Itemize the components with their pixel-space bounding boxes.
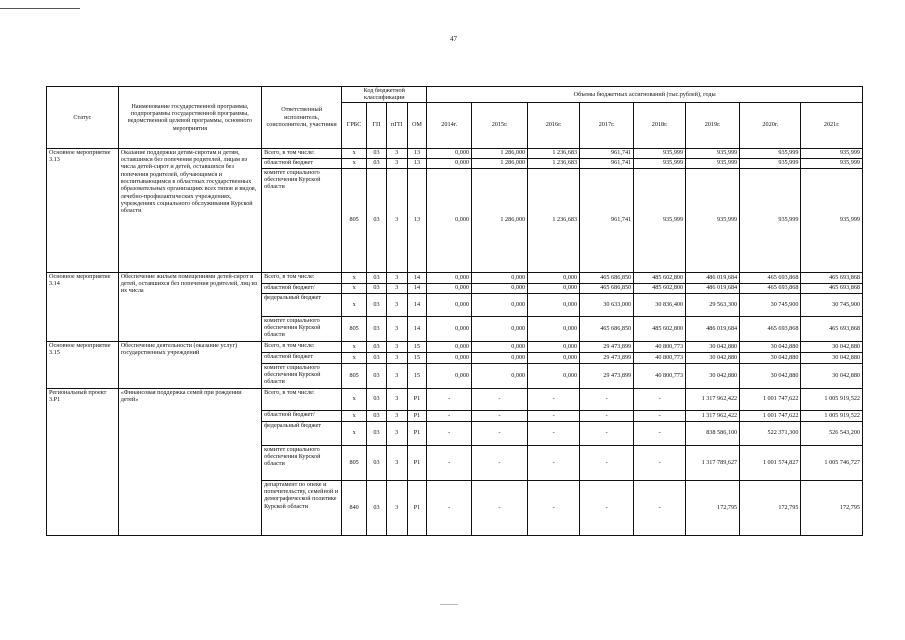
responsible-cell: федеральный бюджет	[262, 421, 342, 445]
value-cell: 30 042,880	[801, 363, 863, 388]
responsible-cell: областной бюджет	[262, 158, 342, 168]
pgp-cell: 3	[386, 445, 407, 480]
value-cell: 961,741	[580, 168, 634, 272]
responsible-cell: областной бюджет/	[262, 283, 342, 293]
value-cell: 29 473,899	[580, 352, 634, 363]
value-cell: 485 602,800	[634, 316, 686, 341]
value-cell: -	[528, 445, 580, 480]
om-cell: 14	[407, 283, 427, 293]
gp-cell: 03	[367, 421, 387, 445]
header-year: 2017г.	[580, 102, 634, 148]
grbs-cell: x	[342, 388, 367, 410]
value-cell: -	[580, 410, 634, 421]
value-cell: 838 586,100	[686, 421, 740, 445]
value-cell: 465 693,868	[801, 283, 863, 293]
header-grbs: ГРБС	[342, 102, 367, 148]
om-cell: 15	[407, 363, 427, 388]
value-cell: 1 317 789,627	[686, 445, 740, 480]
gp-cell: 03	[367, 316, 387, 341]
value-cell: -	[634, 410, 686, 421]
table-header	[47, 87, 863, 149]
value-cell: 172,795	[686, 480, 740, 535]
header-year: 2016г.	[528, 102, 580, 148]
responsible-cell: Всего, в том числе:	[262, 388, 342, 410]
responsible-cell: комитет социального обеспечения Курской области	[262, 316, 342, 341]
om-cell: 14	[407, 316, 427, 341]
value-cell: -	[427, 445, 472, 480]
value-cell: 30 042,880	[686, 341, 740, 352]
value-cell: 30 042,880	[686, 352, 740, 363]
value-cell: -	[427, 480, 472, 535]
gp-cell: 03	[367, 168, 387, 272]
value-cell: 29 563,300	[686, 293, 740, 316]
grbs-cell: 840	[342, 480, 367, 535]
value-cell: -	[528, 421, 580, 445]
gp-cell: 03	[367, 283, 387, 293]
value-cell: 0,000	[427, 293, 472, 316]
value-cell: 1 236,683	[528, 168, 580, 272]
value-cell: 935,999	[801, 148, 863, 158]
budget-table	[46, 86, 863, 536]
value-cell: 40 800,773	[634, 363, 686, 388]
value-cell: 0,000	[427, 316, 472, 341]
pgp-cell: 3	[386, 363, 407, 388]
status-cell: Основное мероприятие 3.15	[47, 341, 119, 388]
pgp-cell: 3	[386, 410, 407, 421]
status-cell: Основное мероприятие 3.14	[47, 272, 119, 341]
value-cell: 30 633,000	[580, 293, 634, 316]
pgp-cell: 3	[386, 168, 407, 272]
value-cell: -	[580, 445, 634, 480]
responsible-cell: областной бюджет/	[262, 410, 342, 421]
om-cell: 13	[407, 148, 427, 158]
value-cell: 1 236,683	[528, 158, 580, 168]
value-cell: 935,999	[686, 158, 740, 168]
value-cell: 465 693,868	[740, 272, 801, 283]
pgp-cell: 3	[386, 148, 407, 158]
header-budget-code: Код бюджетной классификации	[342, 87, 427, 103]
gp-cell: 03	[367, 445, 387, 480]
value-cell: 1 317 962,422	[686, 388, 740, 410]
responsible-cell: федеральный бюджет	[262, 293, 342, 316]
pgp-cell: 3	[386, 480, 407, 535]
table-body	[47, 148, 863, 535]
grbs-cell: 805	[342, 316, 367, 341]
value-cell: 1 317 962,422	[686, 410, 740, 421]
value-cell: 935,999	[740, 148, 801, 158]
grbs-cell: x	[342, 352, 367, 363]
om-cell: 13	[407, 168, 427, 272]
value-cell: 30 042,880	[801, 352, 863, 363]
grbs-cell: x	[342, 158, 367, 168]
value-cell: 30 042,880	[740, 363, 801, 388]
table-row	[47, 272, 863, 283]
value-cell: 0,000	[472, 363, 528, 388]
value-cell: 0,000	[472, 293, 528, 316]
pgp-cell: 3	[386, 421, 407, 445]
value-cell: 0,000	[427, 168, 472, 272]
program-name-cell: Оказание поддержки детям-сиротам и детям, оставшимся без попечения родителей, лицам из числа детей-сирот и детей, оставшихся без попечения родителей, обучающимся и воспитывающимся в областных государственных образовательных организациях всех типов и видов, лечебно-профилактических учреждениях, учреждениях социального обслуживания Курской области	[118, 148, 261, 272]
value-cell: 935,999	[740, 168, 801, 272]
grbs-cell: x	[342, 148, 367, 158]
value-cell: 30 042,880	[801, 341, 863, 352]
value-cell: -	[472, 421, 528, 445]
value-cell: 1 286,000	[472, 158, 528, 168]
pgp-cell: 3	[386, 341, 407, 352]
pgp-cell: 3	[386, 293, 407, 316]
value-cell: 0,000	[427, 363, 472, 388]
value-cell: -	[427, 388, 472, 410]
value-cell: -	[634, 421, 686, 445]
value-cell: 172,795	[801, 480, 863, 535]
value-cell: -	[427, 421, 472, 445]
value-cell: -	[634, 388, 686, 410]
value-cell: 1 005 919,522	[801, 388, 863, 410]
scan-mark	[440, 604, 458, 605]
value-cell: 935,999	[801, 158, 863, 168]
grbs-cell: 805	[342, 363, 367, 388]
grbs-cell: 805	[342, 168, 367, 272]
value-cell: 1 001 574,827	[740, 445, 801, 480]
value-cell: 485 602,800	[634, 272, 686, 283]
value-cell: -	[528, 480, 580, 535]
grbs-cell: x	[342, 341, 367, 352]
program-name-cell: Обеспечение деятельности (оказание услуг) государственных учреждений	[118, 341, 261, 388]
value-cell: 0,000	[427, 341, 472, 352]
value-cell: 465 693,868	[740, 316, 801, 341]
gp-cell: 03	[367, 158, 387, 168]
header-responsible: Ответственный исполнитель, соисполнители, участники	[262, 87, 342, 149]
value-cell: -	[528, 388, 580, 410]
table-row	[47, 341, 863, 352]
value-cell: 935,999	[801, 168, 863, 272]
value-cell: -	[634, 480, 686, 535]
header-year: 2015г.	[472, 102, 528, 148]
om-cell: P1	[407, 445, 427, 480]
table-row	[47, 388, 863, 410]
value-cell: 29 473,899	[580, 363, 634, 388]
gp-cell: 03	[367, 341, 387, 352]
value-cell: 1 001 747,622	[740, 410, 801, 421]
header-volumes: Объемы бюджетных ассигнований (тыс.рублей), годы	[427, 87, 863, 103]
grbs-cell: x	[342, 421, 367, 445]
gp-cell: 03	[367, 148, 387, 158]
value-cell: -	[528, 410, 580, 421]
value-cell: 522 371,300	[740, 421, 801, 445]
value-cell: 0,000	[472, 283, 528, 293]
responsible-cell: департамент по опеке и попечительству, семейной и демографической политике Курской области	[262, 480, 342, 535]
value-cell: 0,000	[472, 272, 528, 283]
value-cell: 0,000	[427, 283, 472, 293]
value-cell: 29 473,899	[580, 341, 634, 352]
value-cell: 465 686,850	[580, 283, 634, 293]
value-cell: -	[472, 445, 528, 480]
value-cell: 526 543,200	[801, 421, 863, 445]
responsible-cell: комитет социального обеспечения Курской области	[262, 363, 342, 388]
gp-cell: 03	[367, 388, 387, 410]
value-cell: 1 005 919,522	[801, 410, 863, 421]
value-cell: 30 836,400	[634, 293, 686, 316]
value-cell: 172,795	[740, 480, 801, 535]
value-cell: 485 602,800	[634, 283, 686, 293]
value-cell: -	[472, 480, 528, 535]
value-cell: 0,000	[528, 293, 580, 316]
value-cell: 935,999	[634, 168, 686, 272]
header-year: 2019г.	[686, 102, 740, 148]
value-cell: -	[580, 388, 634, 410]
gp-cell: 03	[367, 410, 387, 421]
grbs-cell: x	[342, 272, 367, 283]
value-cell: 935,999	[740, 158, 801, 168]
value-cell: 0,000	[528, 283, 580, 293]
responsible-cell: Всего, в том числе:	[262, 272, 342, 283]
value-cell: 0,000	[528, 341, 580, 352]
value-cell: 0,000	[528, 272, 580, 283]
om-cell: 14	[407, 272, 427, 283]
grbs-cell: x	[342, 283, 367, 293]
value-cell: 30 042,880	[740, 341, 801, 352]
value-cell: 40 800,773	[634, 352, 686, 363]
om-cell: P1	[407, 388, 427, 410]
header-gp: ГП	[367, 102, 387, 148]
value-cell: 486 019,684	[686, 316, 740, 341]
pgp-cell: 3	[386, 388, 407, 410]
value-cell: 1 286,000	[472, 168, 528, 272]
value-cell: 1 286,000	[472, 148, 528, 158]
om-cell: P1	[407, 421, 427, 445]
value-cell: 30 745,900	[740, 293, 801, 316]
value-cell: 30 042,880	[740, 352, 801, 363]
value-cell: 1 005 746,727	[801, 445, 863, 480]
om-cell: 15	[407, 352, 427, 363]
pgp-cell: 3	[386, 283, 407, 293]
value-cell: 1 236,683	[528, 148, 580, 158]
table-row	[47, 148, 863, 158]
value-cell: 0,000	[528, 352, 580, 363]
value-cell: -	[580, 421, 634, 445]
header-year: 2018г.	[634, 102, 686, 148]
value-cell: 935,999	[686, 148, 740, 158]
value-cell: 1 001 747,622	[740, 388, 801, 410]
status-cell: Основное мероприятие 3.13	[47, 148, 119, 272]
value-cell: -	[472, 410, 528, 421]
value-cell: 465 693,868	[801, 272, 863, 283]
gp-cell: 03	[367, 352, 387, 363]
om-cell: 15	[407, 341, 427, 352]
value-cell: 0,000	[427, 148, 472, 158]
value-cell: 961,741	[580, 148, 634, 158]
header-year: 2021г.	[801, 102, 863, 148]
value-cell: 935,999	[686, 168, 740, 272]
gp-cell: 03	[367, 363, 387, 388]
value-cell: 465 686,850	[580, 272, 634, 283]
pgp-cell: 3	[386, 272, 407, 283]
program-name-cell: «Финансовая поддержка семей при рождении детей»	[118, 388, 261, 535]
value-cell: 935,999	[634, 148, 686, 158]
header-year: 2014г.	[427, 102, 472, 148]
header-pgp: пГП	[386, 102, 407, 148]
header-year: 2020г.	[740, 102, 801, 148]
header-om: ОМ	[407, 102, 427, 148]
header-name: Наименование государственной программы, подпрограммы государственной программы, ведомственной целевой программы, основного мероприятия	[118, 87, 261, 149]
value-cell: -	[580, 480, 634, 535]
om-cell: P1	[407, 480, 427, 535]
program-name-cell: Обеспечение жильем помещениями детей-сирот и детей, оставшихся без попечения родителей, лиц из их числа	[118, 272, 261, 341]
responsible-cell: комитет социального обеспечения Курской области	[262, 168, 342, 272]
value-cell: 465 693,868	[740, 283, 801, 293]
pgp-cell: 3	[386, 352, 407, 363]
scan-corner-line	[0, 8, 80, 9]
value-cell: 0,000	[427, 272, 472, 283]
value-cell: 465 693,868	[801, 316, 863, 341]
value-cell: 0,000	[528, 363, 580, 388]
value-cell: -	[634, 445, 686, 480]
om-cell: 14	[407, 293, 427, 316]
value-cell: 0,000	[427, 158, 472, 168]
pgp-cell: 3	[386, 316, 407, 341]
value-cell: 935,999	[634, 158, 686, 168]
grbs-cell: x	[342, 410, 367, 421]
value-cell: 486 019,684	[686, 283, 740, 293]
value-cell: 0,000	[472, 316, 528, 341]
page-number: 47	[450, 35, 457, 43]
value-cell: 30 745,900	[801, 293, 863, 316]
responsible-cell: областной бюджет	[262, 352, 342, 363]
grbs-cell: 805	[342, 445, 367, 480]
value-cell: -	[472, 388, 528, 410]
value-cell: 30 042,880	[686, 363, 740, 388]
value-cell: 0,000	[427, 352, 472, 363]
value-cell: 486 019,684	[686, 272, 740, 283]
gp-cell: 03	[367, 293, 387, 316]
grbs-cell: x	[342, 293, 367, 316]
responsible-cell: Всего, в том числе:	[262, 148, 342, 158]
value-cell: 0,000	[472, 341, 528, 352]
gp-cell: 03	[367, 272, 387, 283]
responsible-cell: Всего, в том числе:	[262, 341, 342, 352]
header-status: Статус	[47, 87, 119, 149]
value-cell: 961,741	[580, 158, 634, 168]
pgp-cell: 3	[386, 158, 407, 168]
responsible-cell: комитет социального обеспечения Курской области	[262, 445, 342, 480]
value-cell: 40 800,773	[634, 341, 686, 352]
value-cell: 0,000	[472, 352, 528, 363]
om-cell: P1	[407, 410, 427, 421]
gp-cell: 03	[367, 480, 387, 535]
value-cell: -	[427, 410, 472, 421]
value-cell: 465 686,850	[580, 316, 634, 341]
value-cell: 0,000	[528, 316, 580, 341]
status-cell: Региональный проект 3.P1	[47, 388, 119, 535]
om-cell: 13	[407, 158, 427, 168]
